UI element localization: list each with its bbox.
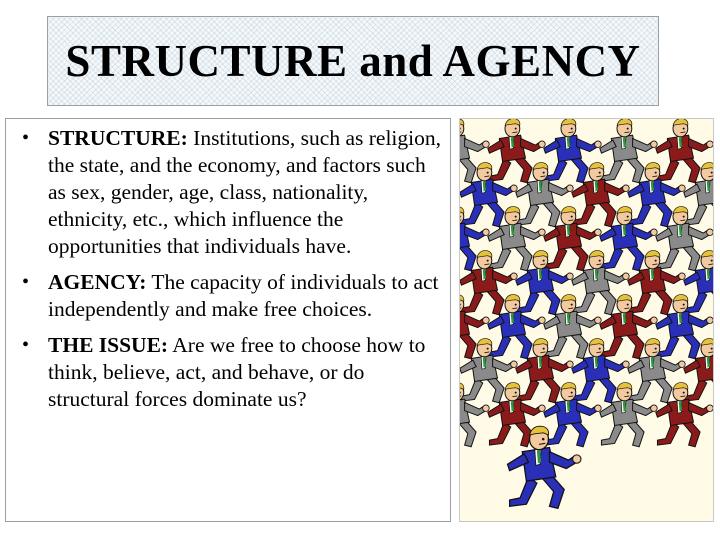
bullet-term: THE ISSUE: [48,333,169,357]
running-businessmen-tessellation-icon [460,119,713,521]
bullet-dot-icon: • [22,334,30,356]
bullet-term: AGENCY: [48,270,147,294]
bullet-item-issue [18,332,442,413]
bullet-list [6,119,450,413]
content-text-box [5,118,451,522]
bullet-text: Institutions, such as religion, the state, and the economy, and factors such as sex, gender, age, class, nationality, ethnicity, etc., which influence the opportunities that individuals have. [48,126,441,258]
bullet-dot-icon: • [22,271,30,293]
bullet-term: STRUCTURE: [48,126,188,150]
slide-title-box [47,16,659,106]
running-businessmen-illustration [459,118,714,522]
bullet-text: The capacity of individuals to act independently and make free choices. [48,270,439,321]
bullet-item-agency [18,269,442,323]
bullet-item-structure [18,125,442,260]
bullet-dot-icon: • [22,127,30,149]
bullet-text: Are we free to choose how to think, believe, act, and behave, or do structural forces dominate us? [48,333,426,411]
runner-figure [508,426,582,508]
slide-title: STRUCTURE and AGENCY [65,36,641,86]
